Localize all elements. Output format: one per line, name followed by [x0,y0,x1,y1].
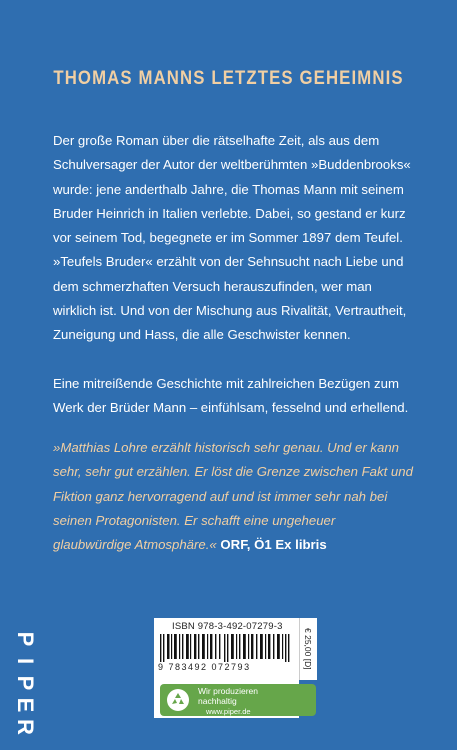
eco-badge-line2: nachhaltig [198,696,237,706]
logo-letter: P [13,675,38,691]
quote-text: »Matthias Lohre erzählt historisch sehr genau. Und er kann sehr, sehr gut erzählen. Er löst die Grenze zwischen Fakt und Fiktion ganz hervorragend auf und ist immer sehr nah bei seinen Protagonisten. Er schafft eine ungeheuer glaubwürdige Atmosphäre.« [53,440,413,553]
blurb-paragraph: Der große Roman über die rätselhafte Zeit, als aus dem Schulversager der Autor der weltberühmten »Buddenbrooks« wurde: jene anderthalb Jahre, die Thomas Mann mit seinem Bruder Heinrich in Italien verlebte. Dabei, so gestand er kurz vor seinem Tod, begegnete er im Sommer 1897 dem Teufel. »Teufels Bruder« erzählt von der Sehnsucht nach Liebe und dem schmerzhaften Versuch herauszufinden, wer man wirklich ist. Und von der Mischung aus Rivalität, Vertrautheit, Zuneigung und Hass, die alle Geschwister kennen. [53,133,411,343]
logo-letter: I [13,657,38,665]
quote-source: ORF, Ö1 Ex libris [220,537,327,553]
blurb-paragraph: Eine mitreißende Geschichte mit zahlreichen Bezügen zum Werk der Brüder Mann – einfühlsam, fesselnd und erhellend. [53,375,409,416]
logo-letter: R [13,719,38,735]
press-quote [53,436,413,557]
headline: THOMAS MANNS LETZTES GEHEIMNIS [53,67,404,89]
recycle-icon [166,688,190,712]
isbn-label: ISBN 978-3-492-07279-3 [172,621,283,632]
logo-letter: P [13,631,38,647]
price-label: € 25,00 [D] [303,628,313,670]
publisher-url: www.piper.de [206,707,251,716]
barcode-bars [158,634,296,662]
blurb [53,129,413,445]
publisher-logo [13,628,38,735]
logo-letter: E [13,697,38,713]
barcode-digits: 9 783492 072793 [158,662,251,672]
eco-badge-line1: Wir produzieren [198,686,258,696]
